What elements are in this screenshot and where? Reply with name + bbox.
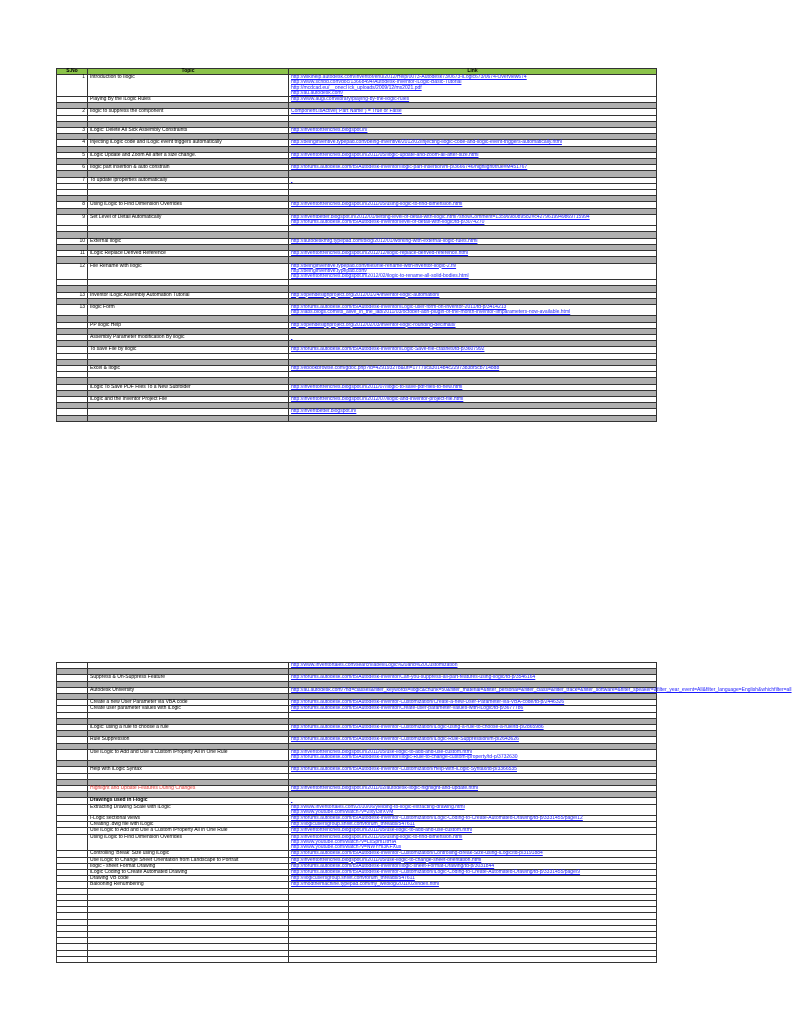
sno-cell [57,834,88,851]
topic-cell: Controlling 'Break' Size using iLogic [88,851,289,857]
link-cell [289,75,657,97]
hyperlink[interactable]: http://www.scribd.com/doc/13668494/Autodesk-Inventor-iLogic-Basic-Tutorial [291,79,462,86]
empty-cell [88,956,289,962]
hyperlink[interactable]: http://www.youtube.com/watch?v=LsSpm1ItHIA [291,838,397,845]
link-cell [289,263,657,280]
hyperlink[interactable]: http://forums.autodesk.com/t5/Autodesk-Inventor/Ilogic-part-insertion/m-p/3666746/highlight/true#M451767 [291,164,528,171]
hyperlink[interactable]: http://ilogicusersgroup.shivlt.com/forum_threads/547611 [291,875,415,882]
hyperlink[interactable]: http://inventortrenches.blogspot.in/2011/05/use-ilogic-to-change-sheet-orientation.html [291,856,482,863]
hyperlink [291,178,654,183]
hyperlink[interactable]: http://labs.blogs.com/its_alive_in_the_lab/2011/03/october-adn-plugin-of-the-month-inventor-ilmparameters-now-available.html [291,309,571,316]
topic-cell: File Rename with Ilogic [88,263,289,280]
topic-cell: Assembly Parameter modification By ilogic [88,334,289,340]
hyperlink[interactable]: http://www.inventortales.com/2010/06/yielding-to-ilogic-extracting-drawing.html [291,803,465,810]
hyperlink[interactable]: http://forums.autodesk.com/t5/Autodesk-Inventor/iLogic-user-form-on-inventor-2011/td-p/3414213 [291,303,507,310]
sno-cell: 12 [57,263,88,280]
table-row [57,214,657,225]
topic-cell: Drawing VB code [88,876,289,882]
sno-cell: 13 [57,292,88,298]
hyperlink[interactable]: http://au.autodesk.com/?nd=classes&filter_keywords=ilogic&chunk=50&filter_material=&filter_personal=&filter_class=&filter_track=&filter_software=&filter_speaker=&filter_year_event=All&filter_language=English&whichfilter=all [291,686,792,693]
hyperlink[interactable]: http://inventbetter.blogspot.in/ [291,408,357,415]
empty-cell [289,415,657,421]
table-row [57,75,657,97]
topic-cell: I-Logic sectional views [88,816,289,822]
hyperlink[interactable]: http://www.youtube.com/watch?v=NWYHI3KFXus [291,844,402,851]
hyperlink[interactable]: http://inventortrenches.blogspot.in/2012/07/ilogic-and-inventor-project-file.html [291,395,464,402]
hyperlink[interactable]: http://beinginventive.typepad.com/files/file-rename-with-inventor-ilogic-2.flv [291,262,457,269]
hyperlink[interactable]: http://wikihelp.autodesk.com/Inventor/enu/2012/Help/0073-Autodesk73/0673-iLogic673/0674-Overview674 [291,74,527,81]
topic-cell: Use iLogic to Add and Use a Custom iProperty All in One Rule [88,828,289,834]
hyperlink[interactable]: http://opendesignproject.org/2012/02/03/inventor-ilogic-rounding-decimals/ [291,321,456,328]
topic-cell: Injecting iLogic code and iLogic event triggers automatically [88,140,289,146]
hyperlink[interactable]: http://forums.autodesk.com/t5/Autodesk-Inventor-Customization/iLogic-Coding-to-Create-Automated-Drawing/td-p/3331455/page/9 [291,868,581,875]
sno-cell: 9 [57,214,88,225]
sno-cell: 5 [57,152,88,158]
header-link: Link [289,69,657,75]
header-sno: S.No [57,69,88,75]
hyperlink[interactable]: http://forums.autodesk.com/t5/Autodesk-Inventor/Ilogic-Rule-to-change-custom-iproperty/td-p/3732630 [291,754,518,761]
link-cell [289,804,657,815]
topic-cell: Suppress & Un-Suppress Feature [88,675,289,681]
sno-cell [57,749,88,760]
topic-cell: Highlight and Update Features During Changes [88,786,289,792]
sno-cell: 3 [57,128,88,134]
empty-cell [57,415,88,421]
hyperlink [291,798,654,803]
hyperlink[interactable]: http://forums.autodesk.com/t5/Autodesk-Inventor-Customization/Create-a-new-User-Parameter-via-VBA-code/td-p/2446326 [291,699,565,706]
sno-cell: 13 [57,304,88,315]
topic-cell: PP ilogic Help [88,322,289,328]
hyperlink[interactable]: http://beinginventive.typepad.com/ [291,267,367,274]
hyperlink[interactable]: Component.IsActive("Part Name") = True or False [291,108,402,115]
hyperlink[interactable]: http://inventortrenches.blogspot.in/2011/05/use-ilogic-to-add-and-use-custom.html [291,827,472,834]
topic-cell: Use iLogic to Change Sheet Orientation from Landscape to Portrait [88,857,289,863]
empty-cell [289,956,657,962]
table-row [57,834,657,851]
hyperlink[interactable]: http://www.augi.com/library/playing-by-the-ilogic-rules [291,96,410,103]
hyperlink[interactable]: http://www.inventortales.com/search/label/iLogic%20and%20Customization [291,662,458,668]
empty-cell [57,956,88,962]
table-row [57,749,657,760]
topic-cell: Creating .dwg file with iLogic [88,822,289,828]
topic-cell: Ilogic Form [88,304,289,315]
table-2-body [57,662,792,963]
topic-cell: Extracting Drawing Scale with iLogic [88,804,289,815]
sno-cell: 2 [57,109,88,115]
hyperlink[interactable]: http://ebookbrowse.com/gdoc.php?id=429193278&url=17779ca3014b4c2297383bf5cb7148d8 [291,364,500,371]
hyperlink[interactable]: http://www.youtube.com/watch?v=2lxyI3lrXVM [291,808,394,815]
hyperlink[interactable]: http://beinginventive.typepad.com/being-inventive/2012/02/injecting-ilogic-code-and-ilogic-event-triggers-automatically.html [291,139,562,146]
hyperlink[interactable]: http://inventortrenches.blogspot.in/2011/05/ilogic-update-and-zoom-all-after-size.html [291,151,479,158]
topic-cell: Playing By the iLogic Rules [88,97,289,103]
topic-cell: To update iproperties automatically [88,177,289,183]
hyperlink[interactable]: http://forums.autodesk.com/t5/Autodesk-Inventor/Can-you-suppress-all-part-features-using-ilogic/td-p/3546164 [291,674,536,681]
topic-cell: Use iLogic to Add and Use a Custom iProperty All in One Rule [88,749,289,760]
hyperlink[interactable]: http://inventortrenches.blogspot.in/2011/02/autodesk-ilogic-highlight-and-update.html [291,785,478,792]
link-cell [289,834,657,851]
hyperlink[interactable]: http://inventortrenches.blogspot.in/2012/12/ilogic-replace-derived-reference.html [291,250,469,257]
hyperlink[interactable]: http://inventbetter.blogspot.in/2012/01/setting-level-of-detail-with-ilogic.html?showComment=1359698089582#c4279619949869715994 [291,213,590,220]
sno-cell: 6 [57,165,88,171]
topic-cell: To save File by Ilogic [88,347,289,353]
hyperlink[interactable]: http://forums.autodesk.com/t5/Autodesk-Inventor/Create-user-parameter-values-with-iLogic/td-p/3677786 [291,705,524,712]
topic-cell: Using iLogic to Find Dimension Overrides [88,202,289,208]
table-1-body [57,75,657,422]
hyperlink[interactable]: http://forums.autodesk.com/t5/Autodesk-Inventor-Customization/iLogic-using-a-rule-to-choose-a-rule/td-p/2865986 [291,724,544,731]
hyperlink[interactable]: http://forums.autodesk.com/t5/Autodesk-Inventor/Ilogic-sheet-Format-Drawing/td-p/3031844 [291,862,495,869]
hyperlink[interactable]: http://au.autodesk.com/ [291,89,343,96]
link-cell [289,304,657,315]
hyperlink[interactable]: http://mcdcad.eu/__onecl ick_uploads/2009/12/ms2021.pdf [291,84,422,91]
topic-cell: iLogic: using a rule to choose a rule [88,725,289,731]
sno-cell [57,804,88,815]
hyperlink[interactable]: http://inventortrenches.blogspot.in/2012/02/ilogic-to-rename-all-solid-bodies.html [291,272,469,279]
empty-cell [88,415,289,421]
sno-cell: 1 [57,75,88,97]
topic-cell: Help with iLogic Syntax [88,767,289,773]
hyperlink[interactable]: http://forums.autodesk.com/t5/Autodesk-Inventor-Customization/iLogic-Rule-Suppression/m-p/2643626 [291,736,519,743]
sno-cell: 10 [57,238,88,244]
hyperlink[interactable]: http://forums.autodesk.com/t5/Autodesk-Inventor-Customization/iLogic-Coding-to-Create-Automated-Drawing/td-p/3331455/page/12 [291,815,583,822]
hyperlink[interactable]: http://inventortrenches.blogspot.in/2011/05/use-ilogic-to-add-and-use-custom.html [291,748,472,755]
hyperlink[interactable]: http://inventortrenches.blogspot.in/2011/07/ilogic-to-save-pdf-files-to-new.html [291,383,463,390]
empty-row [57,956,657,962]
hyperlink[interactable]: http://inventortrenches.blogspot.in/2011/05/using-ilogic-to-find-dimension.html [291,833,463,840]
topic-cell: iLogic To Save PDF Files To a New Subfolder [88,384,289,390]
table-row [57,304,657,315]
link-cell [289,214,657,225]
links-table-2 [56,662,792,963]
topic-cell: iLogic Update and Zoom All after a size change. [88,152,289,158]
topic-cell: Set Level of Detail Automatically [88,214,289,225]
topic-cell: Introduction to Ilogic [88,75,289,97]
sno-cell: 7 [57,177,88,183]
topic-cell: Create user parameter values with iLogic [88,706,289,712]
topic-cell: iLogic: Delete All Sick Assembly Constraints [88,128,289,134]
hyperlink[interactable]: http://opendesignproject.org/2012/01/24/inventor-ilogic-automation/ [291,291,440,298]
topic-cell: Ilogic - sheet Format Drawing [88,863,289,869]
hyperlink[interactable]: http://inventortrenches.blogspot.in/2011/05/using-ilogic-to-find-dimension.html [291,201,463,208]
hyperlink [291,335,654,340]
link-cell [289,686,792,693]
table-row [57,263,657,280]
link-cell [289,749,657,760]
sno-cell: 11 [57,251,88,257]
hyperlink[interactable]: http://autodeskmfg.typepad.com/blog/2012/01/working-with-external-ilogic-rules.html [291,237,478,244]
sno-cell: 4 [57,140,88,146]
hyperlink[interactable]: http://forums.autodesk.com/t5/Autodesk-Inventor/iLogic-Save-file-crashes/td-p/3607992 [291,346,485,353]
hyperlink[interactable]: http://ilogicusersgroup.shivlt.com/forum_threads/547611 [291,821,415,828]
sno-cell: 8 [57,202,88,208]
hyperlink[interactable]: http://forums.autodesk.com/t5/Autodesk-Inventor/level-of-detail-with-ilogic/td-p/3074270 [291,219,485,226]
hyperlink[interactable]: http://inventortrenches.blogspot.in/ [291,127,368,134]
topic-cell: Autodesk University [88,687,289,693]
topic-cell: Excel & Ilogic [88,365,289,371]
topic-cell: External ilogic [88,238,289,244]
topic-cell: Ilogic part insertion & auto constrain [88,165,289,171]
hyperlink[interactable]: http://forums.autodesk.com/t5/Autodesk-Inventor-Customization/Help-with-iLogic-Syntax/td-p/3366535 [291,766,517,773]
topic-cell: iLogic and the Inventor Project File [88,396,289,402]
separator-row [57,415,657,421]
links-table-1 [56,68,657,422]
topic-cell: Ilogic to suppress the component [88,109,289,115]
hyperlink[interactable]: http://modthemachine.typepad.com/my_weblog/2011/02/index.html [291,881,440,888]
topic-cell: iLogic Replace Derived Reference [88,251,289,257]
topic-cell: Create a new User Parameter via VBA code [88,700,289,706]
topic-cell: iLogic Coding to Create Automated Drawing [88,869,289,875]
table-row [57,804,657,815]
hyperlink[interactable]: http://forums.autodesk.com/t5/Autodesk-Inventor-Customization/Controlling-Break-Size-using-iLogic/td-p/3191884 [291,850,543,857]
topic-cell: Rule Suppression [88,737,289,743]
topic-cell: Balooning Renumbering [88,882,289,888]
topic-cell: Inventor iLogic Assembly Automation Tutorial [88,292,289,298]
topic-cell: Drawings used in I-logic [88,798,289,804]
topic-cell: Using iLogic to Find Dimension Overrides [88,834,289,851]
header-topic: Topic [88,69,289,75]
